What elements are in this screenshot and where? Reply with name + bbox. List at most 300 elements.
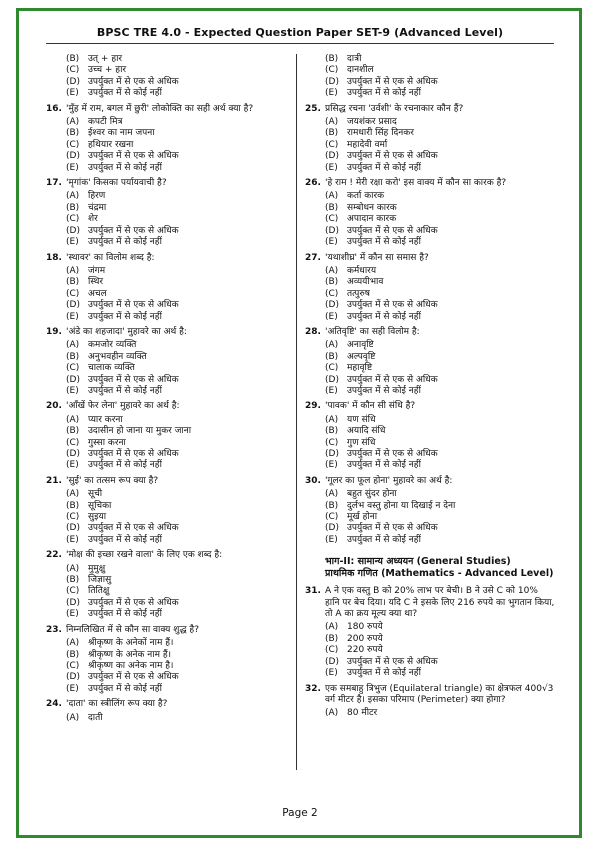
option-label: (A) xyxy=(325,622,339,633)
option-text: दानशील xyxy=(347,65,374,76)
option-label: (B) xyxy=(325,128,339,139)
answer-option xyxy=(46,564,296,575)
option-label: (D) xyxy=(325,374,339,385)
option-label: (B) xyxy=(325,277,339,288)
answer-option xyxy=(46,77,296,88)
answer-option xyxy=(46,512,296,523)
option-label: (D) xyxy=(66,449,80,459)
question-text: 'मृगांक' किसका पर्यायवाची है? xyxy=(66,178,167,189)
question-number: 20. xyxy=(46,401,62,412)
option-label: (E) xyxy=(325,534,338,545)
answer-option xyxy=(305,117,555,128)
answer-option xyxy=(46,128,296,139)
question-text: 'सुई' का तत्सम रूप क्या है? xyxy=(66,475,159,486)
answer-option xyxy=(305,140,555,151)
answer-option xyxy=(305,128,555,139)
answer-option xyxy=(305,226,555,237)
option-label: (A) xyxy=(66,712,80,723)
question xyxy=(305,253,555,323)
answer-option xyxy=(305,645,555,656)
option-text: अचल xyxy=(88,288,107,299)
question xyxy=(305,401,555,471)
option-text: उच्च + हार xyxy=(88,65,127,76)
question-stem xyxy=(305,684,555,707)
option-text: उपर्युक्त में से एक से अधिक xyxy=(347,449,438,459)
question xyxy=(305,104,555,174)
option-label: (D) xyxy=(66,300,80,311)
answer-option xyxy=(46,575,296,586)
answer-option xyxy=(305,460,555,471)
question-stem xyxy=(46,327,296,338)
left-column xyxy=(46,54,296,728)
option-label: (A) xyxy=(66,563,80,574)
option-text: उत् + हार xyxy=(88,54,123,64)
option-text: बहुत सुंदर होना xyxy=(347,489,397,500)
option-text: उपर्युक्त में से कोई नहीं xyxy=(88,162,162,173)
option-text: सुइया xyxy=(88,512,107,523)
option-label: (A) xyxy=(325,340,339,351)
option-label: (C) xyxy=(325,512,339,523)
answer-option xyxy=(46,438,296,449)
answer-option xyxy=(305,523,555,534)
question xyxy=(46,401,296,471)
answer-option xyxy=(46,449,296,460)
question xyxy=(46,625,296,695)
option-text: तत्पुरुष xyxy=(347,288,370,299)
section-subtitle: प्राथमिक गणित (Mathematics - Advanced Level) xyxy=(325,568,554,580)
option-text: उपर्युक्त में से कोई नहीं xyxy=(347,668,421,679)
question xyxy=(46,327,296,397)
option-text: उपर्युक्त में से कोई नहीं xyxy=(88,311,162,322)
option-text: स्थिर xyxy=(88,277,104,288)
question-number: 23. xyxy=(46,624,62,635)
option-label: (D) xyxy=(66,374,80,385)
answer-option xyxy=(46,266,296,277)
answer-option xyxy=(305,77,555,88)
option-text: सम्बोधन कारक xyxy=(347,202,397,213)
question-text: 'मोक्ष की इच्छा रखने वाला' के लिए एक शब्द है: xyxy=(66,550,223,561)
answer-option xyxy=(305,501,555,512)
option-text: गुण संधि xyxy=(347,437,376,448)
answer-option xyxy=(305,203,555,214)
answer-option xyxy=(46,312,296,323)
option-label: (B) xyxy=(325,426,339,437)
question-number: 28. xyxy=(305,326,321,337)
answer-option xyxy=(46,460,296,471)
answer-option xyxy=(46,489,296,500)
option-text: उपर्युक्त में से कोई नहीं xyxy=(347,88,421,99)
option-text: मुमुक्षु xyxy=(88,563,106,574)
option-label: (E) xyxy=(66,162,79,173)
answer-option xyxy=(305,214,555,225)
option-text: अनावृष्टि xyxy=(347,340,374,351)
answer-option xyxy=(46,415,296,426)
option-text: अव्ययीभाव xyxy=(347,277,384,288)
continued-options-left xyxy=(46,54,296,100)
option-text: उपर्युक्त में से एक से अधिक xyxy=(88,523,179,534)
option-text: जिज्ञासु xyxy=(88,575,112,586)
question-stem xyxy=(305,104,555,115)
option-text: उपर्युक्त में से एक से अधिक xyxy=(88,597,179,608)
answer-option xyxy=(305,512,555,523)
question-stem xyxy=(305,586,555,620)
option-text: उपर्युक्त में से एक से अधिक xyxy=(347,523,438,534)
option-label: (D) xyxy=(66,151,80,162)
answer-option xyxy=(46,650,296,661)
option-text: उपर्युक्त में से कोई नहीं xyxy=(347,385,421,396)
option-text: उपर्युक्त में से एक से अधिक xyxy=(88,76,179,87)
question-stem xyxy=(46,253,296,264)
answer-option xyxy=(46,375,296,386)
question-number: 29. xyxy=(305,401,321,412)
option-text: उपर्युक्त में से कोई नहीं xyxy=(347,162,421,173)
answer-option xyxy=(46,300,296,311)
option-label: (A) xyxy=(66,638,80,649)
option-label: (A) xyxy=(325,265,339,276)
option-text: उपर्युक्त में से कोई नहीं xyxy=(347,460,421,471)
answer-option xyxy=(305,191,555,202)
option-label: (C) xyxy=(66,65,80,76)
option-text: उपर्युक्त में से कोई नहीं xyxy=(88,609,162,620)
question-number: 25. xyxy=(305,103,321,114)
option-label: (B) xyxy=(325,351,339,362)
option-text: अपादान कारक xyxy=(347,214,397,225)
question-number: 26. xyxy=(305,178,321,189)
option-label: (D) xyxy=(325,300,339,311)
option-text: महावृष्टि xyxy=(347,363,373,374)
option-text: 220 रुपये xyxy=(347,645,383,656)
answer-option xyxy=(305,535,555,546)
option-text: 180 रुपये xyxy=(347,622,383,633)
answer-option xyxy=(305,622,555,633)
question-text: 'स्थावर' का विलोम शब्द है: xyxy=(66,252,155,263)
answer-option xyxy=(305,151,555,162)
question xyxy=(305,327,555,397)
option-label: (E) xyxy=(66,237,79,248)
question-number: 21. xyxy=(46,475,62,486)
continued-options-right xyxy=(305,54,555,100)
option-text: 200 रुपये xyxy=(347,633,383,644)
right-column xyxy=(305,54,555,724)
answer-option xyxy=(305,657,555,668)
option-label: (C) xyxy=(66,139,80,150)
answer-option xyxy=(46,151,296,162)
option-text: दुर्लभ वस्तु होना या दिखाई न देना xyxy=(347,500,456,511)
option-label: (A) xyxy=(66,265,80,276)
option-text: ईश्वर का नाम जपना xyxy=(88,128,155,139)
option-text: उपर्युक्त में से कोई नहीं xyxy=(88,88,162,99)
option-label: (B) xyxy=(66,277,80,288)
option-text: तितिक्षु xyxy=(88,586,110,597)
option-text: उपर्युक्त में से एक से अधिक xyxy=(347,76,438,87)
option-label: (C) xyxy=(66,586,80,597)
answer-option xyxy=(46,535,296,546)
option-label: (C) xyxy=(66,660,80,671)
option-label: (B) xyxy=(325,500,339,511)
question-stem xyxy=(46,178,296,189)
question-stem xyxy=(46,550,296,561)
answer-option xyxy=(305,386,555,397)
question xyxy=(305,476,555,546)
question-text: 'हे राम ! मेरी रक्षा करो' इस वाक्य में कौन सा कारक है? xyxy=(325,178,507,189)
answer-option xyxy=(46,363,296,374)
question-stem xyxy=(305,476,555,487)
question-number: 19. xyxy=(46,326,62,337)
option-label: (E) xyxy=(325,385,338,396)
option-label: (C) xyxy=(325,65,339,76)
option-text: महादेवी वर्मा xyxy=(347,139,388,150)
question xyxy=(46,476,296,546)
answer-option xyxy=(46,54,296,65)
option-text: यण संधि xyxy=(347,414,376,425)
answer-option xyxy=(46,163,296,174)
question-number: 31. xyxy=(305,586,321,597)
option-text: हिरण xyxy=(88,191,106,202)
option-text: उपर्युक्त में से कोई नहीं xyxy=(347,534,421,545)
question-text: 'पावक' में कौन सी संधि है? xyxy=(325,401,416,412)
question-number: 32. xyxy=(305,683,321,694)
answer-option xyxy=(46,598,296,609)
answer-option xyxy=(305,312,555,323)
question-text: 'यथाशीघ्र' में कौन सा समास है? xyxy=(325,252,429,263)
option-label: (A) xyxy=(325,708,339,719)
question-stem xyxy=(305,178,555,189)
option-text: उपर्युक्त में से एक से अधिक xyxy=(347,300,438,311)
option-label: (C) xyxy=(325,288,339,299)
answer-option xyxy=(305,65,555,76)
answer-option xyxy=(46,684,296,695)
answer-option xyxy=(305,668,555,679)
question-stem xyxy=(46,104,296,115)
answer-option xyxy=(305,489,555,500)
option-label: (C) xyxy=(325,139,339,150)
answer-option xyxy=(305,289,555,300)
answer-option xyxy=(305,340,555,351)
option-text: कपटी मित्र xyxy=(88,117,123,128)
option-label: (E) xyxy=(66,88,79,99)
option-text: उदासीन हो जाना या मुकर जाना xyxy=(88,426,192,437)
option-label: (A) xyxy=(325,414,339,425)
answer-option xyxy=(305,266,555,277)
option-label: (D) xyxy=(66,225,80,236)
answer-option xyxy=(305,375,555,386)
option-text: हथियार रखना xyxy=(88,139,134,150)
option-text: उपर्युक्त में से कोई नहीं xyxy=(347,237,421,248)
option-label: (E) xyxy=(66,311,79,322)
option-label: (C) xyxy=(66,214,80,225)
answer-option xyxy=(46,609,296,620)
option-label: (C) xyxy=(325,363,339,374)
option-text: उपर्युक्त में से कोई नहीं xyxy=(88,385,162,396)
answer-option xyxy=(46,523,296,534)
question-stem xyxy=(46,625,296,636)
option-text: उपर्युक्त में से कोई नहीं xyxy=(347,311,421,322)
option-text: दात्री xyxy=(347,54,362,64)
answer-option xyxy=(46,203,296,214)
answer-option xyxy=(46,277,296,288)
option-text: कर्मधारय xyxy=(347,265,377,276)
question-stem xyxy=(305,253,555,264)
option-text: उपर्युक्त में से एक से अधिक xyxy=(347,374,438,385)
option-label: (D) xyxy=(325,523,339,534)
answer-option xyxy=(305,426,555,437)
question-number: 17. xyxy=(46,178,62,189)
question-stem xyxy=(46,699,296,710)
option-label: (D) xyxy=(66,597,80,608)
option-text: उपर्युक्त में से एक से अधिक xyxy=(88,672,179,683)
answer-option xyxy=(46,237,296,248)
answer-option xyxy=(46,638,296,649)
option-label: (C) xyxy=(66,363,80,374)
option-text: उपर्युक्त में से कोई नहीं xyxy=(88,460,162,471)
option-label: (A) xyxy=(66,117,80,128)
option-label: (E) xyxy=(66,683,79,694)
question-text: प्रसिद्ध रचना 'उर्वशी' के रचनाकार कौन हैं? xyxy=(325,103,464,114)
option-label: (B) xyxy=(66,54,80,64)
question xyxy=(46,550,296,620)
option-label: (B) xyxy=(66,351,80,362)
answer-option xyxy=(46,386,296,397)
option-text: अल्पवृष्टि xyxy=(347,351,376,362)
answer-option xyxy=(305,708,555,719)
question xyxy=(305,178,555,248)
option-label: (C) xyxy=(325,645,339,656)
option-label: (D) xyxy=(325,449,339,459)
answer-option xyxy=(305,363,555,374)
answer-option xyxy=(46,426,296,437)
question-stem xyxy=(46,401,296,412)
option-label: (D) xyxy=(66,76,80,87)
option-label: (B) xyxy=(66,426,80,437)
answer-option xyxy=(46,340,296,351)
option-label: (C) xyxy=(66,437,80,448)
option-label: (B) xyxy=(325,54,339,64)
answer-option xyxy=(46,88,296,99)
question-number: 22. xyxy=(46,550,62,561)
answer-option xyxy=(46,140,296,151)
answer-option xyxy=(305,415,555,426)
option-text: कर्ता कारक xyxy=(347,191,385,202)
option-label: (D) xyxy=(66,672,80,683)
answer-option xyxy=(46,586,296,597)
answer-option xyxy=(46,713,296,724)
option-text: चंद्रमा xyxy=(88,202,107,213)
answer-option xyxy=(305,449,555,460)
question-text: 'अतिवृष्टि' का सही विलोम है: xyxy=(325,326,420,337)
question-stem xyxy=(305,401,555,412)
page-number: Page 2 xyxy=(282,807,318,819)
option-label: (E) xyxy=(325,162,338,173)
answer-option xyxy=(305,277,555,288)
option-text: उपर्युक्त में से एक से अधिक xyxy=(88,449,179,459)
option-label: (B) xyxy=(325,202,339,213)
option-text: गुस्सा करना xyxy=(88,437,126,448)
option-label: (C) xyxy=(325,437,339,448)
option-text: सूची xyxy=(88,489,103,500)
option-label: (B) xyxy=(66,128,80,139)
option-text: उपर्युक्त में से कोई नहीं xyxy=(88,237,162,248)
option-label: (B) xyxy=(66,649,80,660)
option-label: (B) xyxy=(66,575,80,586)
answer-option xyxy=(46,661,296,672)
question-text: 'दाता' का स्त्रीलिंग रूप क्या है? xyxy=(66,699,168,710)
answer-option xyxy=(46,117,296,128)
option-label: (B) xyxy=(325,633,339,644)
option-text: उपर्युक्त में से एक से अधिक xyxy=(347,151,438,162)
option-label: (A) xyxy=(66,489,80,500)
answer-option xyxy=(46,226,296,237)
question-stem xyxy=(46,476,296,487)
option-label: (B) xyxy=(66,500,80,511)
question-number: 24. xyxy=(46,699,62,710)
option-label: (E) xyxy=(325,311,338,322)
page-header: BPSC TRE 4.0 - Expected Question Paper SET-9 (Advanced Level) xyxy=(96,26,504,39)
option-text: रामधारी सिंह दिनकर xyxy=(347,128,414,139)
option-text: उपर्युक्त में से एक से अधिक xyxy=(347,656,438,667)
option-text: कमजोर व्यक्ति xyxy=(88,340,137,351)
option-label: (D) xyxy=(325,656,339,667)
option-label: (E) xyxy=(325,668,338,679)
option-label: (A) xyxy=(325,191,339,202)
answer-option xyxy=(46,672,296,683)
option-text: उपर्युक्त में से एक से अधिक xyxy=(88,374,179,385)
option-label: (C) xyxy=(66,288,80,299)
option-label: (A) xyxy=(66,414,80,425)
option-label: (E) xyxy=(66,609,79,620)
answer-option xyxy=(46,191,296,202)
option-text: अयादि संधि xyxy=(347,426,386,437)
option-label: (D) xyxy=(325,225,339,236)
column-divider xyxy=(296,54,297,770)
option-text: मूर्ख होना xyxy=(347,512,378,523)
question-text: 'मुँह में राम, बगल में छुरी' लोकोक्ति का सही अर्थ क्या है? xyxy=(66,103,254,114)
option-text: जंगम xyxy=(88,265,106,276)
answer-option xyxy=(46,289,296,300)
option-label: (A) xyxy=(325,489,339,500)
option-label: (E) xyxy=(66,460,79,471)
question xyxy=(305,684,555,720)
question-number: 30. xyxy=(305,475,321,486)
option-label: (A) xyxy=(325,117,339,128)
question-text: 'गूलर का फूल होना' मुहावरे का अर्थ है: xyxy=(325,475,453,486)
option-label: (A) xyxy=(66,340,80,351)
answer-option xyxy=(305,438,555,449)
answer-option xyxy=(305,163,555,174)
answer-option xyxy=(305,634,555,645)
option-text: प्यार करना xyxy=(88,414,123,425)
answer-option xyxy=(46,352,296,363)
answer-option xyxy=(305,352,555,363)
option-text: उपर्युक्त में से एक से अधिक xyxy=(88,300,179,311)
answer-option xyxy=(305,54,555,65)
option-text: श्रीकृष्ण के अनेकों नाम हैं। xyxy=(88,638,174,649)
question-number: 16. xyxy=(46,103,62,114)
option-label: (D) xyxy=(325,151,339,162)
option-label: (E) xyxy=(325,88,338,99)
option-text: उपर्युक्त में से एक से अधिक xyxy=(88,225,179,236)
option-text: श्रीकृष्ण का अनेक नाम है। xyxy=(88,660,174,671)
question-text: 'अंडे का शहजादा' मुहावरे का अर्थ है: xyxy=(66,326,187,337)
option-text: शेर xyxy=(88,214,98,225)
answer-option xyxy=(305,300,555,311)
option-text: उपर्युक्त में से एक से अधिक xyxy=(88,151,179,162)
option-text: श्रीकृष्ण के अनेक नाम हैं। xyxy=(88,649,172,660)
option-label: (E) xyxy=(66,534,79,545)
option-label: (A) xyxy=(66,191,80,202)
option-label: (C) xyxy=(66,512,80,523)
option-text: उपर्युक्त में से एक से अधिक xyxy=(347,225,438,236)
answer-option xyxy=(46,501,296,512)
